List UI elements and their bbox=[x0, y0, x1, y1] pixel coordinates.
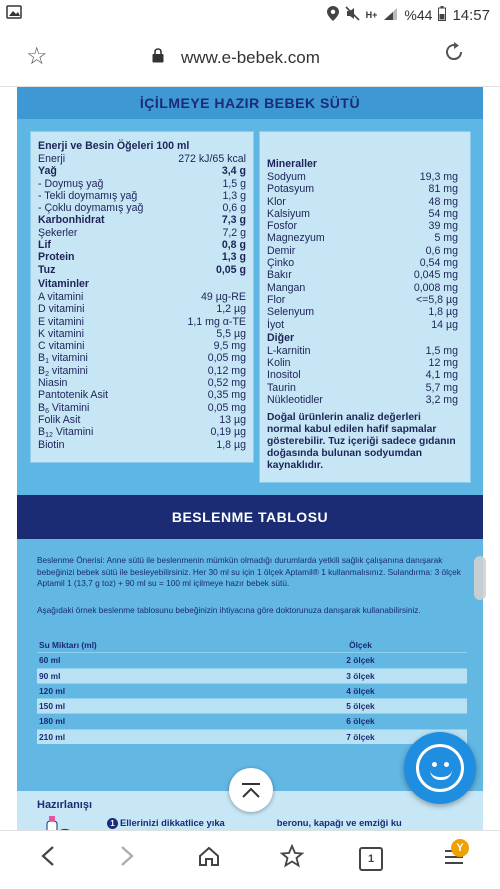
mineral-row-label: Flor bbox=[267, 293, 286, 306]
nutrient-row-value: 1,3 g bbox=[221, 251, 246, 264]
mineral-row-value: 14 µg bbox=[431, 318, 458, 331]
nutrient-row-label: Protein bbox=[38, 251, 75, 264]
mineral-row-label: Kalsiyum bbox=[267, 207, 310, 220]
step-number: 1 bbox=[107, 818, 118, 829]
mineral-row-label: Demir bbox=[267, 244, 296, 257]
nutrition-title: İÇİLMEYE HAZIR BEBEK SÜTÜ bbox=[139, 95, 361, 111]
vitamin-row-value: 1,8 µg bbox=[216, 438, 246, 451]
battery-level: %44 bbox=[404, 7, 433, 23]
vitamin-row-label-subscript: 2 bbox=[45, 370, 49, 378]
nutrient-row-value: 3,4 g bbox=[221, 165, 246, 178]
chat-smiley-icon bbox=[416, 744, 464, 792]
nutrient-row bbox=[38, 202, 246, 214]
other-nutrient-row-label: L-karnitin bbox=[267, 344, 311, 357]
vitamin-row bbox=[38, 352, 246, 364]
vitamin-row-value: 49 µg-RE bbox=[201, 290, 246, 303]
chevron-up-icon bbox=[240, 779, 262, 801]
product-info-image bbox=[17, 87, 483, 830]
other-nutrient-row bbox=[267, 394, 458, 406]
table-row bbox=[37, 683, 467, 698]
vitamin-row bbox=[38, 340, 246, 352]
browser-bottom-nav bbox=[0, 830, 500, 889]
vitamin-row-value: 1,1 mg α-TE bbox=[187, 315, 246, 328]
reload-icon[interactable] bbox=[442, 40, 466, 71]
minerals-header: Mineraller bbox=[267, 158, 318, 170]
vitamin-row-label-suffix: Vitamini bbox=[52, 426, 94, 439]
nutrient-row bbox=[38, 190, 246, 202]
mineral-row-value: 1,8 µg bbox=[428, 306, 458, 319]
mineral-row-value: 0,008 mg bbox=[413, 281, 458, 294]
menu-badge: Y bbox=[451, 839, 469, 857]
other-nutrient-row-label: Nükleotidler bbox=[267, 394, 323, 407]
step-1-text-a: Ellerinizi dikkatlice yıka bbox=[120, 817, 225, 828]
table-row bbox=[37, 652, 467, 667]
feeding-table-header bbox=[37, 638, 467, 652]
other-nutrient-row-value: 1,5 mg bbox=[425, 344, 458, 357]
vitamin-row-value: 0,05 mg bbox=[207, 352, 246, 365]
nutrient-row-value: 1,3 g bbox=[222, 189, 246, 202]
mineral-row-label: Sodyum bbox=[267, 171, 306, 183]
lock-icon bbox=[152, 48, 164, 68]
vitamin-row bbox=[38, 328, 246, 340]
feeding-title-bar bbox=[17, 495, 483, 539]
vitamin-row-label-suffix: vitamini bbox=[48, 352, 88, 365]
nutrient-row-value: 1,5 g bbox=[222, 177, 246, 190]
nutrient-row-value: 7,3 g bbox=[221, 214, 246, 227]
mineral-row-label: Bakır bbox=[267, 269, 292, 282]
nutrient-row-label: - Doymuş yağ bbox=[38, 177, 104, 190]
table-row bbox=[37, 698, 467, 713]
nutrient-row-value: 7,2 g bbox=[222, 226, 246, 239]
mineral-row-value: 0,045 mg bbox=[413, 269, 458, 282]
scoop-count-cell: 3 ölçek bbox=[346, 670, 375, 681]
web-content bbox=[0, 87, 500, 830]
water-amount-cell: 90 ml bbox=[39, 670, 61, 681]
mineral-row-label: Mangan bbox=[267, 281, 306, 294]
vitamin-row-label-base: B bbox=[38, 352, 46, 365]
tabs-count-button[interactable]: 1 bbox=[359, 847, 383, 871]
gallery-icon bbox=[6, 5, 22, 22]
other-nutrient-row-label: Kolin bbox=[267, 357, 291, 370]
mineral-row bbox=[267, 306, 458, 318]
scroll-to-top-button[interactable] bbox=[229, 768, 273, 812]
vitamin-row-label bbox=[38, 365, 208, 377]
vitamin-row-label-base: B bbox=[38, 364, 46, 377]
vitamin-row bbox=[38, 291, 246, 303]
mineral-row-value: 48 mg bbox=[428, 195, 458, 208]
nutrient-row-value: 272 kJ/65 kcal bbox=[178, 153, 246, 165]
mineral-row bbox=[267, 294, 458, 306]
vitamin-row-label bbox=[38, 426, 210, 438]
mineral-row-value: 81 mg bbox=[428, 183, 458, 196]
scoop-count-cell: 5 ölçek bbox=[346, 701, 375, 712]
nutrient-row bbox=[38, 239, 246, 251]
water-amount-cell: 120 ml bbox=[39, 685, 66, 696]
nutrient-row bbox=[38, 178, 246, 190]
other-nutrient-row-label: Taurin bbox=[267, 381, 296, 394]
nutrient-row bbox=[38, 264, 246, 276]
mineral-row-value: 5 mg bbox=[434, 232, 458, 245]
table-row bbox=[37, 713, 467, 728]
feeding-recommendation: Beslenme Önerisi: Anne sütü ile beslenmenin mümkün olmadığı durumlarda yetkili sağlık çalışanına danışarak bebeğinizi bebek sütü ile besleyebilirsiniz. Her 30 ml su için 1 ölçek Aptamil® 1 kullanmalısınız. Sulandırma: 3 ölçek Aptamil 1 (13,7 g toz) + 90 ml su = 100 ml içilmeye hazır bebek sütü. bbox=[37, 555, 461, 588]
water-amount-cell: 180 ml bbox=[39, 716, 66, 727]
preparation-title: Hazırlanışı bbox=[37, 799, 93, 811]
mineral-row bbox=[267, 319, 458, 331]
mineral-row bbox=[267, 245, 458, 257]
vitamin-row bbox=[38, 303, 246, 315]
water-amount-cell: 210 ml bbox=[39, 731, 66, 742]
url-field[interactable]: www.e-bebek.com bbox=[181, 48, 320, 67]
chat-eye-left bbox=[432, 762, 437, 767]
nutrient-row-value: 0,05 g bbox=[215, 263, 246, 276]
back-chevron-icon[interactable] bbox=[28, 845, 68, 874]
mineral-row bbox=[267, 269, 458, 281]
other-nutrient-row bbox=[267, 357, 458, 369]
home-icon[interactable] bbox=[189, 845, 229, 874]
other-nutrient-row-label: Inositol bbox=[267, 369, 301, 382]
mineral-row bbox=[267, 257, 458, 269]
mineral-row bbox=[267, 171, 458, 183]
nutrient-row-label: - Tekli doymamış yağ bbox=[38, 189, 138, 202]
vitamin-row-label: Biotin bbox=[38, 438, 65, 451]
vitamin-row-label: E vitamini bbox=[38, 315, 84, 328]
water-amount-cell: 60 ml bbox=[39, 655, 61, 666]
nutrition-panel-right bbox=[259, 131, 471, 483]
live-chat-button[interactable] bbox=[404, 732, 476, 804]
mineral-row bbox=[267, 232, 458, 244]
mineral-row-value: 0,54 mg bbox=[419, 257, 458, 270]
feeding-title: BESLENME TABLOSU bbox=[171, 509, 329, 525]
vitamin-row bbox=[38, 316, 246, 328]
scoop-count-cell: 6 ölçek bbox=[346, 716, 375, 727]
battery-icon bbox=[438, 6, 446, 24]
bookmark-star-icon[interactable]: ☆ bbox=[26, 43, 48, 70]
vitamin-row-label: A vitamini bbox=[38, 290, 84, 303]
vitamin-row bbox=[38, 389, 246, 401]
vitamin-row-label bbox=[38, 352, 208, 364]
vitamin-row-value: 0,52 mg bbox=[207, 377, 246, 390]
table-row bbox=[37, 729, 467, 744]
mineral-row bbox=[267, 208, 458, 220]
mineral-row-label: İyot bbox=[267, 318, 285, 331]
nutrition-title-bar bbox=[17, 87, 483, 119]
vitamin-row-label: K vitamini bbox=[38, 327, 84, 340]
vitamin-row-label-subscript: 1 bbox=[45, 358, 49, 366]
vitamin-row-value: 13 µg bbox=[219, 413, 246, 426]
nutrient-row bbox=[38, 153, 246, 165]
mineral-row-value: 0,6 mg bbox=[425, 244, 458, 257]
vitamin-row-value: 0,05 mg bbox=[207, 401, 246, 414]
vitamin-row-label-subscript: 6 bbox=[45, 407, 49, 415]
mute-icon bbox=[345, 6, 360, 24]
vitamin-row-label-subscript: 12 bbox=[45, 432, 53, 440]
mineral-row bbox=[267, 282, 458, 294]
mineral-row bbox=[267, 220, 458, 232]
vitamin-row-label: Folik Asit bbox=[38, 413, 81, 426]
scrollbar-thumb[interactable] bbox=[474, 556, 486, 600]
signal-icon bbox=[383, 7, 398, 24]
status-bar bbox=[0, 0, 500, 30]
other-nutrient-row bbox=[267, 345, 458, 357]
other-nutrient-row-value: 4,1 mg bbox=[425, 369, 458, 382]
nutrient-row-value: 0,6 g bbox=[222, 202, 246, 215]
other-nutrient-row-value: 3,2 mg bbox=[425, 394, 458, 407]
mineral-row bbox=[267, 183, 458, 195]
nutrient-row-label: - Çoklu doymamış yağ bbox=[38, 202, 144, 215]
mineral-row-label: Selenyum bbox=[267, 306, 315, 319]
bookmarks-star-icon[interactable] bbox=[272, 845, 312, 874]
mineral-row-label: Magnezyum bbox=[267, 232, 325, 245]
vitamin-row bbox=[38, 377, 246, 389]
table-row bbox=[37, 668, 467, 683]
other-nutrient-row bbox=[267, 382, 458, 394]
mineral-row-label: Klor bbox=[267, 195, 286, 208]
vitamin-row-label-suffix: vitamini bbox=[48, 364, 88, 377]
address-bar bbox=[0, 30, 500, 87]
vitamin-row-label bbox=[38, 402, 208, 414]
feeding-table bbox=[37, 638, 467, 744]
vitamin-row-value: 1,2 µg bbox=[216, 303, 246, 316]
vitamin-row-label: Niasin bbox=[38, 377, 68, 390]
mineral-row-label: Çinko bbox=[267, 257, 295, 270]
nutrient-row-value: 0,8 g bbox=[221, 239, 246, 252]
nutrition-section bbox=[17, 87, 483, 495]
mineral-row-value: 19,3 mg bbox=[419, 171, 458, 183]
vitamin-row bbox=[38, 439, 246, 451]
nutrient-row bbox=[38, 227, 246, 239]
nutrient-row bbox=[38, 251, 246, 263]
vitamin-row-value: 0,35 mg bbox=[207, 389, 246, 402]
network-type-label: H+ bbox=[365, 10, 378, 20]
nutrient-header: Enerji ve Besin Öğeleri 100 ml bbox=[38, 140, 190, 152]
mineral-row-label: Potasyum bbox=[267, 183, 315, 196]
nutrient-row-label: Lif bbox=[38, 239, 51, 252]
scoop-count-cell: 7 ölçek bbox=[346, 731, 375, 742]
nutrient-row bbox=[38, 214, 246, 226]
vitamin-row-label: D vitamini bbox=[38, 303, 85, 316]
vitamin-row-label-base: B bbox=[38, 401, 46, 414]
mineral-row-value: 39 mg bbox=[428, 220, 458, 233]
mineral-row bbox=[267, 196, 458, 208]
nutrient-row-label: Şekerler bbox=[38, 226, 78, 239]
mineral-row-label: Fosfor bbox=[267, 220, 298, 233]
other-header: Diğer bbox=[267, 331, 295, 344]
vitamin-row bbox=[38, 402, 246, 414]
vitamin-row-label-suffix: Vitamini bbox=[48, 401, 90, 414]
scoop-count-cell: 2 ölçek bbox=[346, 655, 375, 666]
scoop-count-cell: 4 ölçek bbox=[346, 685, 375, 696]
vitamin-row-value: 0,12 mg bbox=[207, 364, 246, 377]
nutrition-panel-left bbox=[30, 131, 254, 463]
other-nutrient-row bbox=[267, 369, 458, 381]
vitamin-row-label-base: B bbox=[38, 426, 46, 439]
column-scoop: Ölçek bbox=[349, 640, 372, 650]
vitamin-row bbox=[38, 426, 246, 438]
vitamin-row bbox=[38, 365, 246, 377]
vitamin-row bbox=[38, 414, 246, 426]
analysis-note: Doğal ürünlerin analiz değerleri normal kabul edilen hafif sapmalar gösterebilir. Tuz içeriği sadece gıdanın doğasında bulunan sodyumdan kaynaklıdır. bbox=[267, 412, 456, 472]
vitamins-header: Vitaminler bbox=[38, 277, 90, 290]
vitamin-row-value: 5,5 µg bbox=[216, 327, 246, 340]
column-water-amount: Su Miktarı (ml) bbox=[39, 640, 97, 650]
chat-eye-right bbox=[444, 762, 449, 767]
feeding-table-note: Aşağıdaki örnek beslenme tablosunu bebeğinizin ihtiyacına göre doktorunuza danışarak kullanabilirsiniz. bbox=[37, 605, 421, 615]
nutrient-row-label: Karbonhidrat bbox=[38, 214, 105, 227]
water-amount-cell: 150 ml bbox=[39, 701, 66, 712]
nutrient-row-label: Tuz bbox=[38, 263, 56, 276]
vitamin-row-value: 0,19 µg bbox=[210, 426, 246, 439]
other-nutrient-row-value: 12 mg bbox=[428, 357, 458, 370]
vitamin-row-label: Pantotenik Asit bbox=[38, 389, 109, 402]
step-1-text-b: beronu, kapağı ve emziği ku bbox=[276, 817, 402, 828]
location-icon bbox=[327, 6, 339, 24]
mineral-row-value: <=5,8 µg bbox=[415, 293, 458, 306]
vitamin-row-label: C vitamini bbox=[38, 340, 85, 353]
mineral-row-value: 54 mg bbox=[428, 207, 458, 220]
nutrient-row-label: Yağ bbox=[38, 165, 57, 178]
other-nutrient-row-value: 5,7 mg bbox=[425, 381, 458, 394]
forward-chevron-icon[interactable] bbox=[107, 845, 147, 874]
nutrient-row bbox=[38, 165, 246, 177]
nutrient-row-label: Enerji bbox=[38, 153, 66, 165]
vitamin-row-value: 9,5 mg bbox=[213, 340, 246, 353]
clock: 14:57 bbox=[452, 6, 490, 24]
